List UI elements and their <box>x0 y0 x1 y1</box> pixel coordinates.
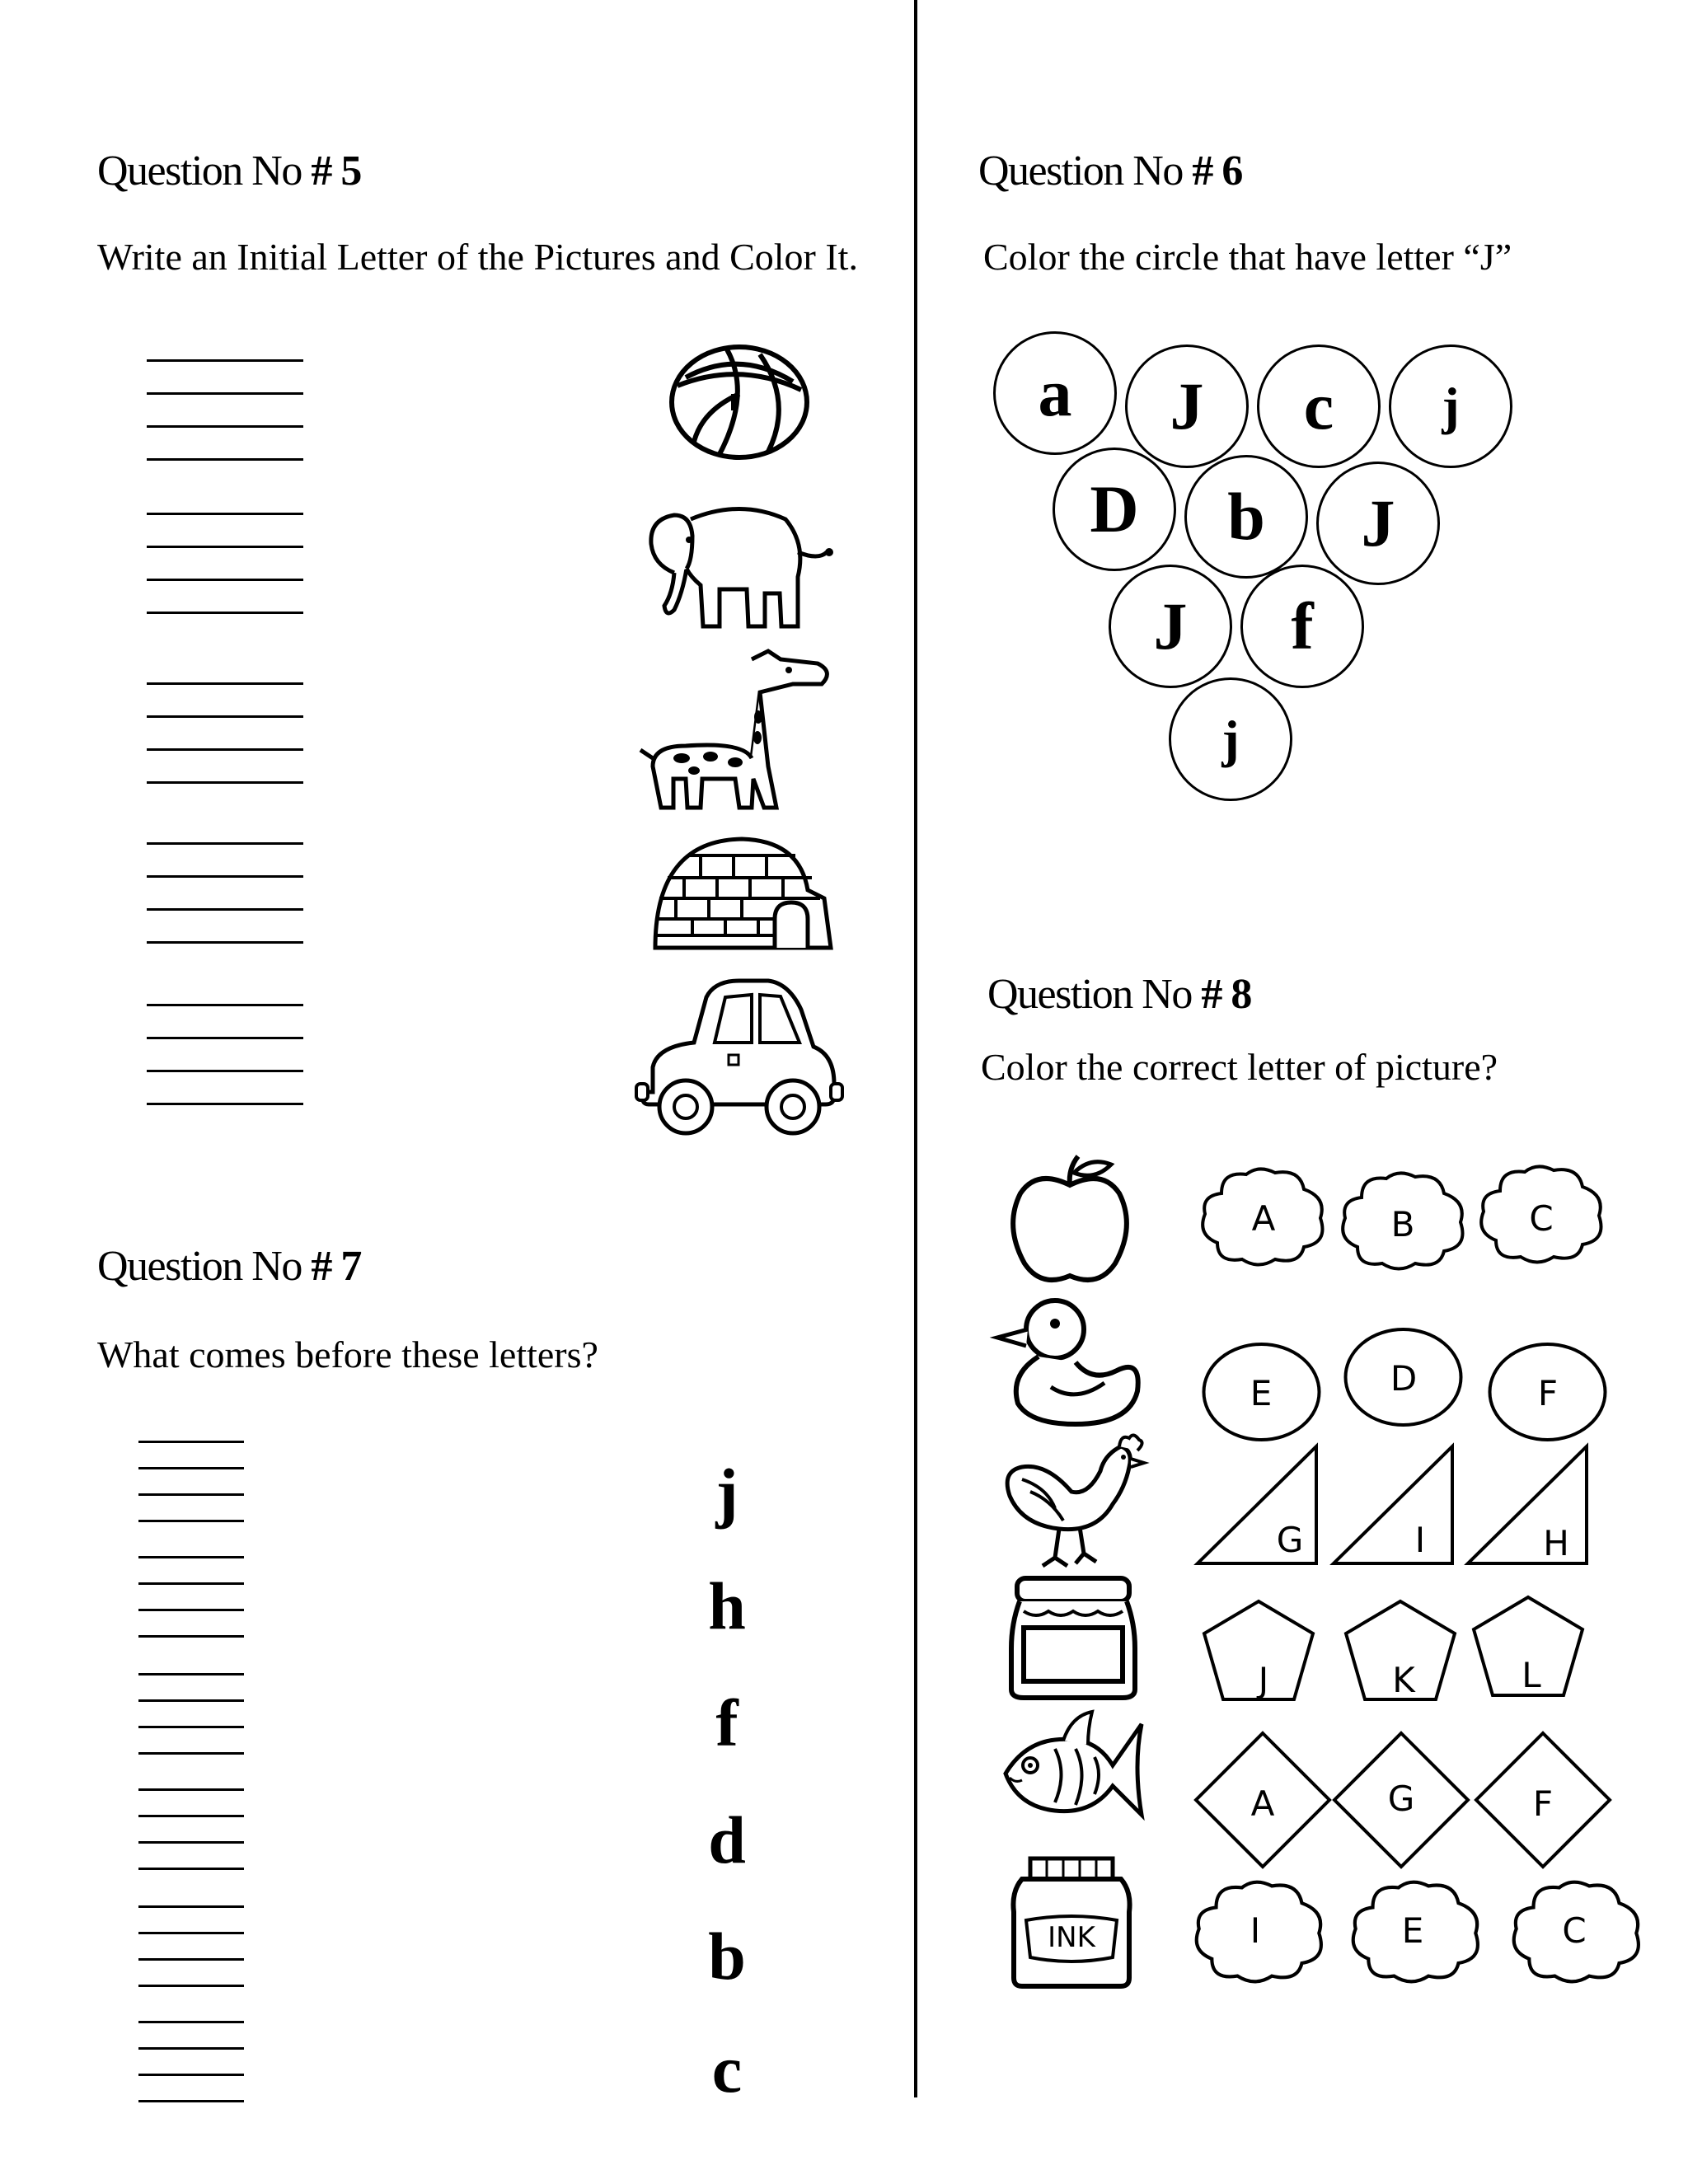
writing-line[interactable] <box>138 1467 244 1469</box>
q8-instruction: Color the correct letter of picture? <box>981 1046 1498 1088</box>
writing-line[interactable] <box>138 1673 244 1675</box>
writing-line[interactable] <box>147 908 303 911</box>
writing-line[interactable] <box>138 1556 244 1558</box>
apple-icon <box>1004 1152 1136 1288</box>
q7-letter: b <box>708 1919 746 1994</box>
writing-line[interactable] <box>138 1441 244 1443</box>
writing-line[interactable] <box>138 1699 244 1702</box>
option-letter: I <box>1414 1520 1426 1560</box>
q6-instruction: Color the circle that have letter “J” <box>983 236 1512 278</box>
fish-icon <box>997 1708 1146 1831</box>
writing-line[interactable] <box>138 2100 244 2102</box>
option-letter: E <box>1401 1910 1424 1951</box>
q6-circle[interactable]: a <box>993 331 1117 455</box>
option-letter: G <box>1276 1520 1304 1560</box>
q6-circle[interactable]: J <box>1316 462 1440 585</box>
elephant-icon <box>641 494 839 635</box>
q7-letter: h <box>708 1568 746 1643</box>
writing-line[interactable] <box>147 682 303 685</box>
writing-line[interactable] <box>147 748 303 751</box>
writing-line[interactable] <box>138 1520 244 1522</box>
option-letter: B <box>1390 1204 1415 1244</box>
option-letter: F <box>1532 1783 1554 1824</box>
option-letter: C <box>1562 1910 1587 1951</box>
writing-line[interactable] <box>138 1932 244 1934</box>
writing-line[interactable] <box>147 875 303 878</box>
option-letter: J <box>1258 1660 1269 1700</box>
q6-circle[interactable]: j <box>1389 344 1512 468</box>
writing-line[interactable] <box>138 1635 244 1638</box>
ball-icon <box>669 344 809 460</box>
option-letter: K <box>1392 1660 1415 1700</box>
writing-line[interactable] <box>147 458 303 461</box>
q6-circle[interactable]: j <box>1169 677 1292 801</box>
q7-title: Question No # 7 <box>97 1243 361 1290</box>
writing-line[interactable] <box>138 1726 244 1728</box>
q7-letter: d <box>708 1802 746 1877</box>
jar-icon <box>1007 1574 1139 1702</box>
writing-line[interactable] <box>147 392 303 395</box>
q6-circle[interactable]: J <box>1125 344 1249 468</box>
q6-circle[interactable]: J <box>1109 565 1232 688</box>
option-letter: D <box>1390 1358 1418 1399</box>
car-icon <box>636 977 842 1146</box>
writing-line[interactable] <box>138 1493 244 1496</box>
igloo-icon <box>651 832 832 949</box>
writing-line[interactable] <box>138 1815 244 1817</box>
writing-line[interactable] <box>147 941 303 944</box>
hen-icon <box>997 1430 1146 1570</box>
option-letter: I <box>1250 1910 1261 1951</box>
option-letter: C <box>1529 1198 1554 1239</box>
q7-letter: c <box>711 2032 743 2107</box>
q6-circle[interactable]: b <box>1184 455 1308 579</box>
q7-letter: f <box>715 1685 738 1760</box>
writing-line[interactable] <box>147 546 303 548</box>
duck-icon <box>993 1292 1146 1428</box>
writing-line[interactable] <box>138 1868 244 1870</box>
writing-line[interactable] <box>147 425 303 428</box>
option-letter: H <box>1543 1523 1569 1563</box>
writing-line[interactable] <box>138 1788 244 1791</box>
writing-line[interactable] <box>147 1004 303 1006</box>
writing-line[interactable] <box>147 715 303 718</box>
q5-instruction: Write an Initial Letter of the Pictures and Color It. <box>97 236 858 278</box>
option-letter: G <box>1387 1779 1415 1819</box>
writing-line[interactable] <box>147 1037 303 1039</box>
option-letter: A <box>1251 1198 1276 1239</box>
writing-line[interactable] <box>138 1905 244 1908</box>
giraffe-icon <box>636 643 842 812</box>
writing-line[interactable] <box>138 1752 244 1755</box>
q6-title: Question No # 6 <box>978 148 1242 194</box>
writing-line[interactable] <box>147 781 303 784</box>
writing-line[interactable] <box>147 579 303 581</box>
q7-instruction: What comes before these letters? <box>97 1333 598 1376</box>
q7-letter: j <box>715 1455 738 1530</box>
q5-title: Question No # 5 <box>97 148 361 194</box>
writing-line[interactable] <box>138 2074 244 2076</box>
writing-line[interactable] <box>147 359 303 362</box>
q8-title: Question No # 8 <box>987 971 1251 1018</box>
writing-line[interactable] <box>138 1609 244 1611</box>
writing-line[interactable] <box>138 1958 244 1961</box>
q6-circle[interactable]: D <box>1053 448 1176 571</box>
column-divider <box>914 0 917 2097</box>
writing-line[interactable] <box>138 1841 244 1844</box>
writing-line[interactable] <box>147 612 303 614</box>
writing-line[interactable] <box>138 2021 244 2023</box>
writing-line[interactable] <box>138 1582 244 1585</box>
writing-line[interactable] <box>138 2047 244 2050</box>
q6-circle[interactable]: f <box>1240 565 1364 688</box>
option-letter: E <box>1250 1373 1273 1413</box>
writing-line[interactable] <box>138 1985 244 1987</box>
q6-circle[interactable]: c <box>1257 344 1381 468</box>
writing-line[interactable] <box>147 513 303 515</box>
writing-line[interactable] <box>147 1103 303 1105</box>
ink-label: INK <box>1048 1921 1095 1954</box>
option-letter: F <box>1537 1373 1559 1413</box>
option-letter: A <box>1250 1783 1275 1824</box>
writing-line[interactable] <box>147 1070 303 1072</box>
option-letter: L <box>1522 1655 1541 1695</box>
writing-line[interactable] <box>147 842 303 845</box>
